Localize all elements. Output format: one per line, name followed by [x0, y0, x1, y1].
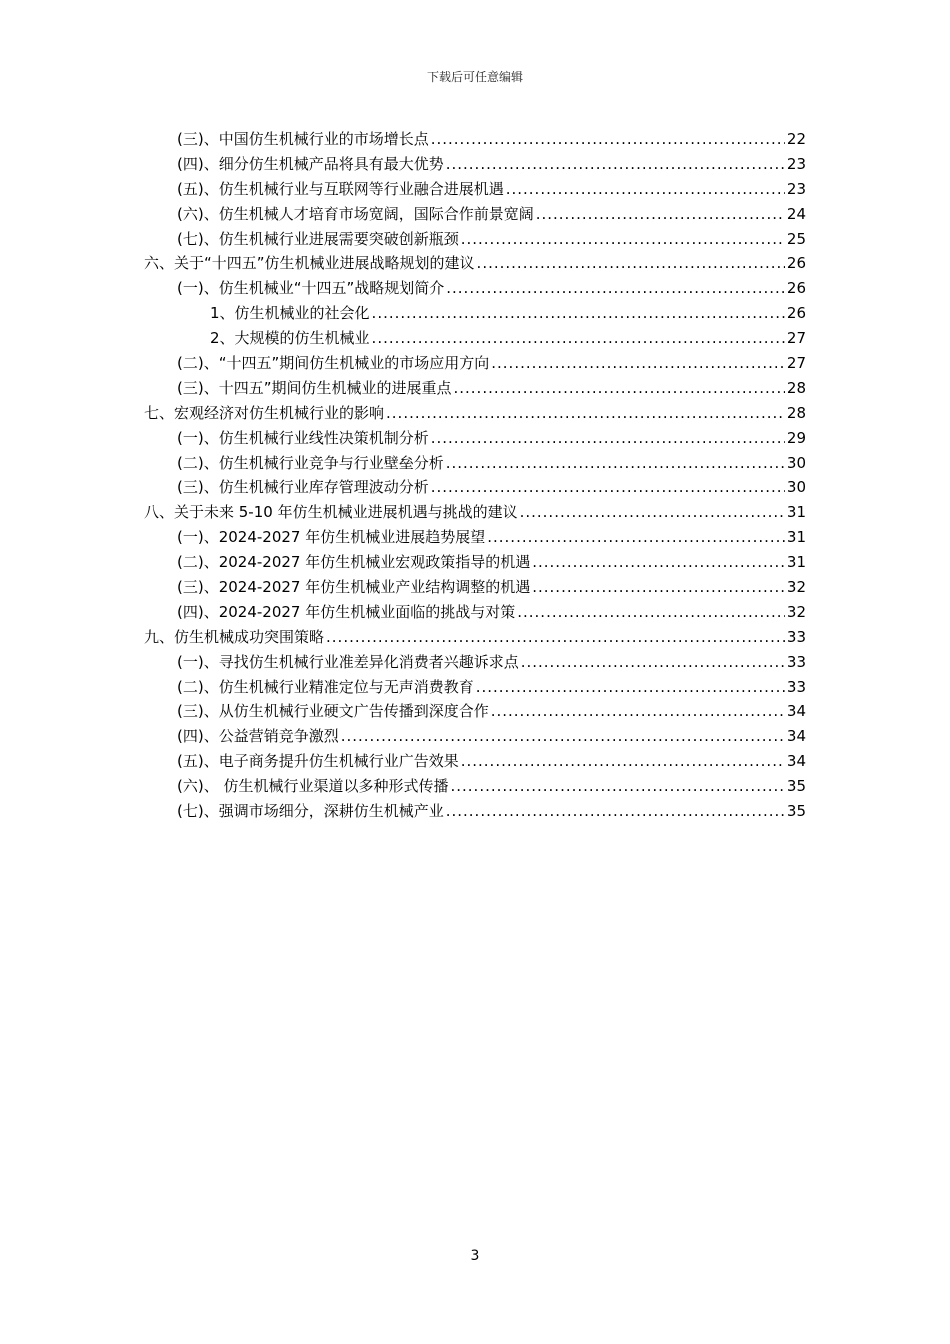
toc-entry-title: (六)、 仿生机械行业渠道以多种形式传播 — [177, 777, 449, 796]
toc-dot-leader — [431, 429, 785, 447]
toc-entry-page: 35 — [786, 801, 806, 820]
toc-dot-leader — [450, 777, 784, 795]
toc-entry-title: 1、仿生机械业的社会化 — [210, 304, 370, 323]
toc-entry-page: 30 — [786, 478, 806, 497]
toc-dot-leader — [372, 329, 785, 347]
toc-entry[interactable] — [0, 250, 950, 275]
toc-dot-leader — [520, 503, 785, 521]
toc-entry-title: (一)、仿生机械业“十四五”战略规划简介 — [177, 279, 445, 298]
toc-entry[interactable] — [0, 773, 950, 798]
toc-dot-leader — [477, 254, 785, 272]
toc-dot-leader — [446, 802, 785, 820]
toc-dot-leader — [506, 180, 785, 198]
toc-entry-title: (五)、电子商务提升仿生机械行业广告效果 — [177, 752, 459, 771]
toc-dot-leader — [453, 379, 784, 397]
toc-dot-leader — [461, 752, 785, 770]
toc-entry-title: (二)、仿生机械行业精准定位与无声消费教育 — [177, 677, 474, 696]
toc-entry-title: (一)、寻找仿生机械行业准差异化消费者兴趣诉求点 — [177, 652, 519, 671]
toc-entry-page: 35 — [786, 777, 806, 796]
toc-entry[interactable] — [0, 425, 950, 450]
toc-entry-page: 32 — [786, 602, 806, 621]
toc-entry[interactable] — [0, 599, 950, 624]
toc-entry-page: 32 — [786, 577, 806, 596]
toc-dot-leader — [461, 230, 785, 248]
toc-entry[interactable] — [0, 649, 950, 674]
toc-dot-leader — [491, 702, 785, 720]
toc-entry[interactable] — [0, 723, 950, 748]
toc-entry[interactable] — [0, 474, 950, 499]
toc-entry[interactable] — [0, 748, 950, 773]
toc-entry-title: (三)、仿生机械行业库存管理波动分析 — [177, 478, 429, 497]
toc-entry[interactable] — [0, 499, 950, 524]
toc-entry-title: 九、仿生机械成功突围策略 — [144, 627, 325, 646]
toc-entry-title: (七)、仿生机械行业进展需要突破创新瓶颈 — [177, 229, 459, 248]
toc-entry[interactable] — [0, 698, 950, 723]
toc-dot-leader — [476, 678, 785, 696]
toc-entry-page: 33 — [786, 677, 806, 696]
toc-dot-leader — [521, 653, 785, 671]
toc-entry[interactable] — [0, 151, 950, 176]
toc-entry[interactable] — [0, 798, 950, 823]
toc-entry-page: 29 — [786, 428, 806, 447]
toc-entry[interactable] — [0, 176, 950, 201]
toc-dot-leader — [431, 130, 785, 148]
toc-dot-leader — [532, 553, 785, 571]
toc-entry-title: (二)、仿生机械行业竞争与行业壁垒分析 — [177, 453, 444, 472]
toc-entry-page: 23 — [786, 154, 806, 173]
toc-entry[interactable] — [0, 574, 950, 599]
toc-entry-page: 30 — [786, 453, 806, 472]
toc-entry-title: (三)、中国仿生机械行业的市场增长点 — [177, 129, 429, 148]
toc-dot-leader — [536, 205, 785, 223]
toc-dot-leader — [386, 404, 785, 422]
toc-entry-page: 27 — [786, 353, 806, 372]
toc-entry-page: 34 — [786, 702, 806, 721]
toc-entry-page: 34 — [786, 727, 806, 746]
toc-entry[interactable] — [0, 226, 950, 251]
toc-entry-title: 六、关于“十四五”仿生机械业进展战略规划的建议 — [144, 254, 475, 273]
toc-entry-page: 31 — [786, 503, 806, 522]
toc-entry-title: 七、宏观经济对仿生机械行业的影响 — [144, 403, 385, 422]
page-header: 下载后可任意编辑 — [426, 70, 523, 84]
toc-entry-title: (一)、2024-2027 年仿生机械业进展趋势展望 — [177, 528, 486, 547]
toc-entry-page: 31 — [786, 553, 806, 572]
toc-entry-title: (三)、2024-2027 年仿生机械业产业结构调整的机遇 — [177, 577, 531, 596]
toc-entry-page: 23 — [786, 179, 806, 198]
toc-entry-title: (七)、强调市场细分，深耕仿生机械产业 — [177, 801, 444, 820]
toc-entry-title: (二)、“十四五”期间仿生机械业的市场应用方向 — [177, 353, 490, 372]
table-of-contents — [0, 126, 950, 823]
toc-entry-title: (五)、仿生机械行业与互联网等行业融合进展机遇 — [177, 179, 504, 198]
toc-dot-leader — [487, 528, 785, 546]
page-number: 3 — [470, 1248, 480, 1264]
toc-dot-leader — [372, 304, 785, 322]
toc-dot-leader — [326, 628, 785, 646]
toc-entry-title: (四)、公益营销竞争激烈 — [177, 727, 339, 746]
toc-dot-leader — [431, 478, 785, 496]
toc-entry[interactable] — [0, 325, 950, 350]
toc-entry[interactable] — [0, 524, 950, 549]
toc-entry[interactable] — [0, 624, 950, 649]
toc-entry[interactable] — [0, 674, 950, 699]
toc-entry[interactable] — [0, 450, 950, 475]
toc-entry-page: 33 — [786, 627, 806, 646]
toc-entry-page: 26 — [786, 279, 806, 298]
toc-entry-title: (四)、细分仿生机械产品将具有最大优势 — [177, 154, 444, 173]
toc-dot-leader — [532, 578, 785, 596]
toc-entry-title: (六)、仿生机械人才培育市场宽阔，国际合作前景宽阔 — [177, 204, 534, 223]
toc-dot-leader — [446, 155, 785, 173]
toc-entry-page: 34 — [786, 752, 806, 771]
toc-entry[interactable] — [0, 126, 950, 151]
toc-entry-page: 26 — [786, 254, 806, 273]
toc-entry[interactable] — [0, 400, 950, 425]
toc-entry[interactable] — [0, 275, 950, 300]
toc-dot-leader — [491, 354, 785, 372]
toc-entry-page: 33 — [786, 652, 806, 671]
toc-entry-title: (三)、从仿生机械行业硬文广告传播到深度合作 — [177, 702, 489, 721]
toc-dot-leader — [446, 279, 785, 297]
toc-dot-leader — [446, 454, 785, 472]
toc-entry-page: 22 — [786, 129, 806, 148]
toc-entry[interactable] — [0, 300, 950, 325]
toc-entry-page: 27 — [786, 329, 806, 348]
toc-dot-leader — [517, 603, 785, 621]
toc-entry[interactable] — [0, 350, 950, 375]
toc-entry-page: 24 — [786, 204, 806, 223]
toc-entry-page: 28 — [786, 378, 806, 397]
toc-entry-page: 31 — [786, 528, 806, 547]
toc-entry[interactable] — [0, 201, 950, 226]
toc-entry-title: (一)、仿生机械行业线性决策机制分析 — [177, 428, 429, 447]
toc-entry[interactable] — [0, 375, 950, 400]
toc-entry[interactable] — [0, 549, 950, 574]
toc-entry-title: (四)、2024-2027 年仿生机械业面临的挑战与对策 — [177, 602, 516, 621]
toc-entry-page: 28 — [786, 403, 806, 422]
toc-entry-page: 25 — [786, 229, 806, 248]
toc-entry-title: 2、大规模的仿生机械业 — [210, 329, 370, 348]
toc-entry-title: 八、关于未来 5-10 年仿生机械业进展机遇与挑战的建议 — [144, 503, 518, 522]
toc-entry-title: (二)、2024-2027 年仿生机械业宏观政策指导的机遇 — [177, 553, 531, 572]
toc-entry-title: (三)、十四五”期间仿生机械业的进展重点 — [177, 378, 452, 397]
toc-dot-leader — [341, 727, 785, 745]
toc-entry-page: 26 — [786, 304, 806, 323]
